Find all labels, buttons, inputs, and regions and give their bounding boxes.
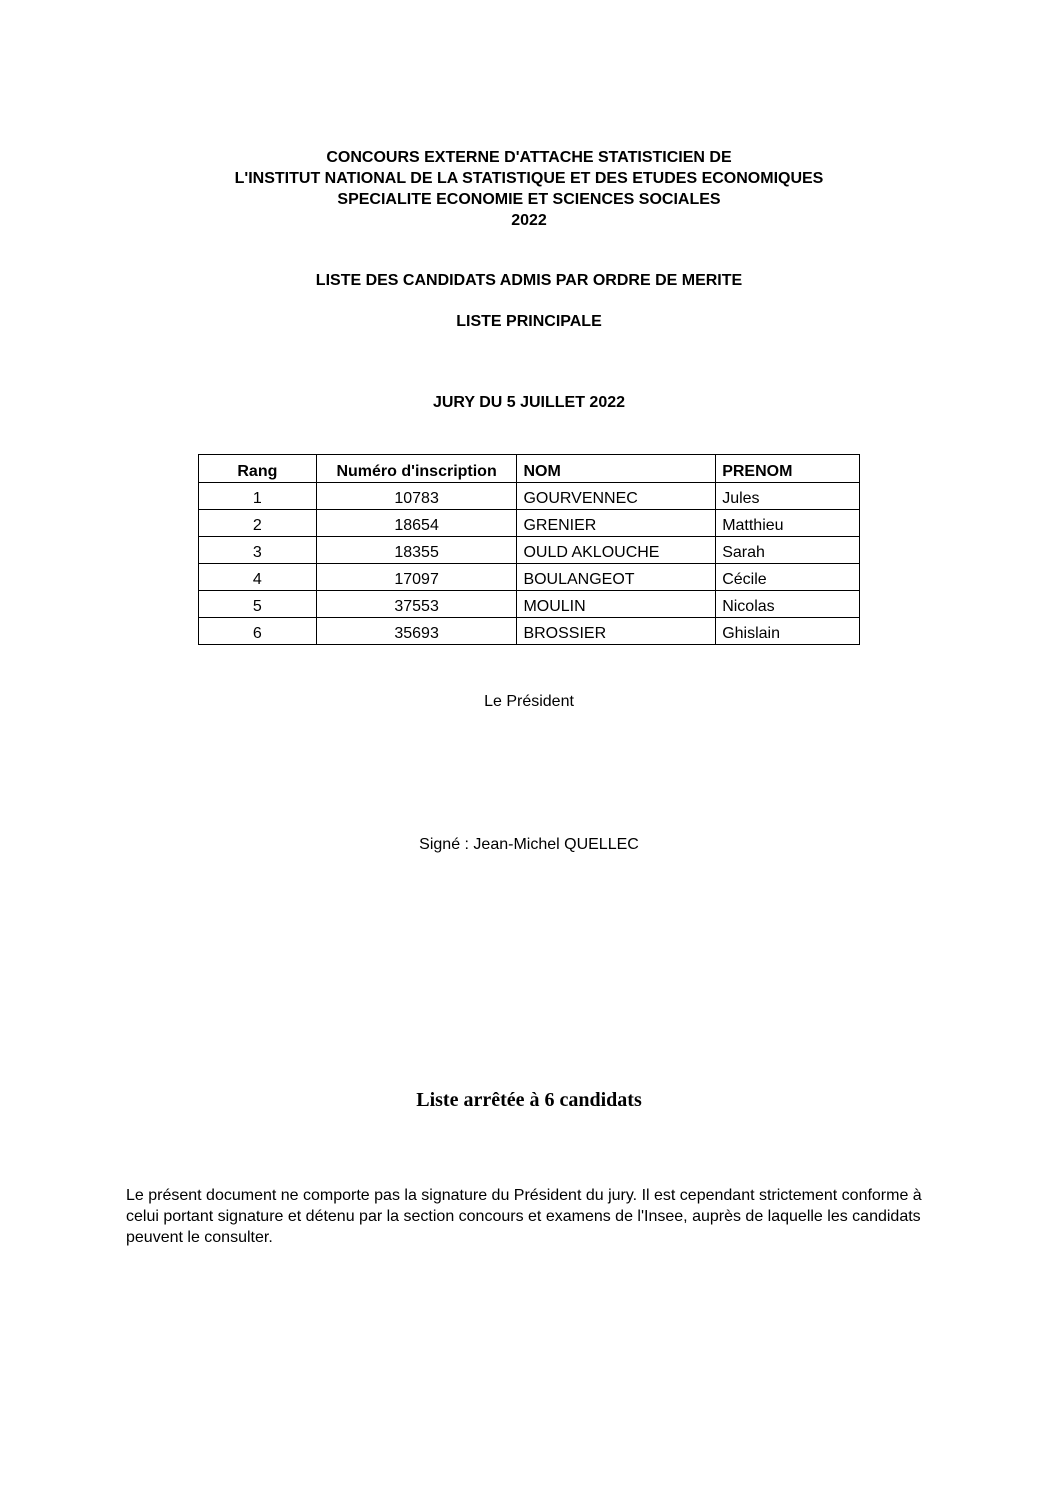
list-kind: LISTE PRINCIPALE <box>456 313 602 330</box>
column-header-rang: Rang <box>199 455 317 483</box>
table-row <box>199 483 860 510</box>
column-header-prenom: PRENOM <box>716 455 860 483</box>
cell-numero: 35693 <box>316 618 517 645</box>
table-row <box>199 564 860 591</box>
list-title: LISTE DES CANDIDATS ADMIS PAR ORDRE DE MERITE <box>315 272 743 289</box>
president-label: Le Président <box>484 693 574 710</box>
cell-numero: 37553 <box>316 591 517 618</box>
header-line-specialty: SPECIALITE ECONOMIE ET SCIENCES SOCIALES <box>337 191 721 208</box>
cell-numero: 18355 <box>316 537 517 564</box>
cell-numero: 10783 <box>316 483 517 510</box>
cell-prenom: Sarah <box>716 537 860 564</box>
cell-numero: 17097 <box>316 564 517 591</box>
table-header-row <box>199 455 860 483</box>
table-row <box>199 537 860 564</box>
cell-nom: MOULIN <box>517 591 716 618</box>
cell-prenom: Ghislain <box>716 618 860 645</box>
results-table <box>198 454 860 645</box>
table-row <box>199 618 860 645</box>
cell-rang: 4 <box>199 564 317 591</box>
legal-notice: Le présent document ne comporte pas la signature du Président du jury. Il est cependant strictement conforme à celui portant signature et détenu par la section concours et examens de l'Insee, auprès de laquelle les candidats peuvent le consulter. <box>126 1187 922 1246</box>
header-line-institute: L'INSTITUT NATIONAL DE LA STATISTIQUE ET DES ETUDES ECONOMIQUES <box>234 170 824 187</box>
column-header-nom: NOM <box>517 455 716 483</box>
cell-nom: OULD AKLOUCHE <box>517 537 716 564</box>
header-year: 2022 <box>511 212 547 229</box>
cell-prenom: Nicolas <box>716 591 860 618</box>
table-row <box>199 591 860 618</box>
cell-numero: 18654 <box>316 510 517 537</box>
closing-statement: Liste arrêtée à 6 candidats <box>416 1089 642 1111</box>
cell-nom: BROSSIER <box>517 618 716 645</box>
cell-nom: GOURVENNEC <box>517 483 716 510</box>
column-header-numero: Numéro d'inscription <box>316 455 517 483</box>
cell-rang: 2 <box>199 510 317 537</box>
cell-rang: 1 <box>199 483 317 510</box>
cell-rang: 3 <box>199 537 317 564</box>
cell-nom: BOULANGEOT <box>517 564 716 591</box>
cell-rang: 5 <box>199 591 317 618</box>
cell-prenom: Matthieu <box>716 510 860 537</box>
cell-prenom: Jules <box>716 483 860 510</box>
cell-rang: 6 <box>199 618 317 645</box>
cell-nom: GRENIER <box>517 510 716 537</box>
header-line-contest: CONCOURS EXTERNE D'ATTACHE STATISTICIEN DE <box>326 149 732 166</box>
signature-line: Signé : Jean-Michel QUELLEC <box>419 836 639 853</box>
cell-prenom: Cécile <box>716 564 860 591</box>
document-header <box>0 147 1058 231</box>
jury-date: JURY DU 5 JUILLET 2022 <box>432 394 626 411</box>
table-row <box>199 510 860 537</box>
